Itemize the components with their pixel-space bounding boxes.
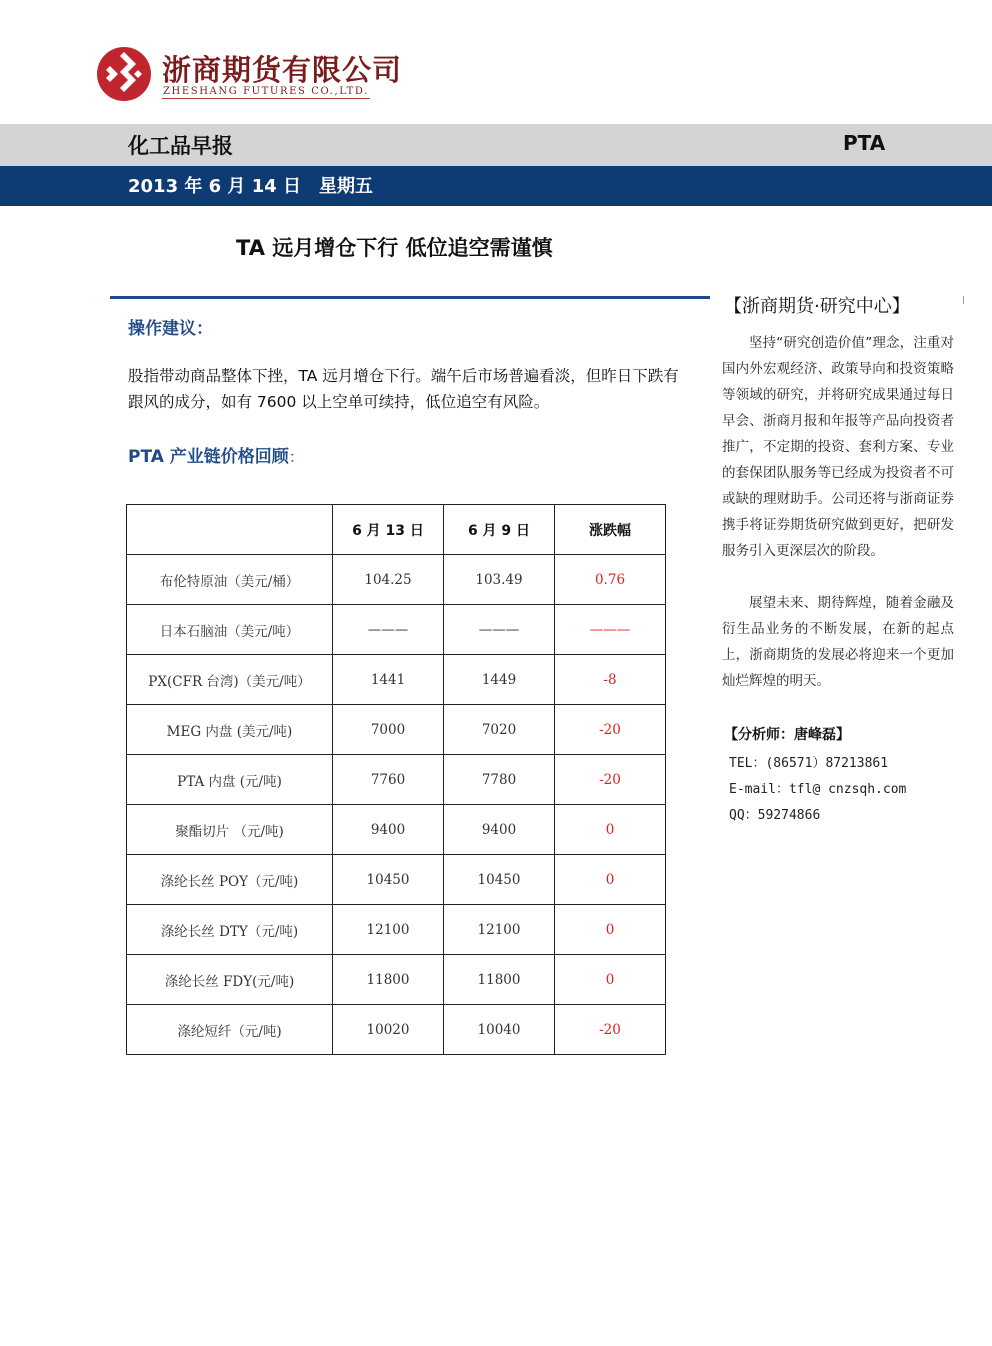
- sidebar-tick: [963, 296, 964, 304]
- analyst-email: E-mail：tfl@ cnzsqh.com: [729, 782, 907, 797]
- row-change: 0: [555, 855, 666, 905]
- row-jun9: 11800: [444, 955, 555, 1005]
- advice-heading: 操作建议：: [128, 319, 213, 339]
- product-tag: PTA: [843, 131, 886, 155]
- row-jun9: 10450: [444, 855, 555, 905]
- table-row: [127, 705, 666, 755]
- analyst-tel: TEL：(86571）87213861: [729, 756, 889, 771]
- row-label: MEG 内盘 (美元/吨): [127, 705, 333, 755]
- review-heading-text: PTA 产业链价格回顾: [128, 447, 289, 467]
- analyst-qq: QQ：59274866: [729, 808, 821, 823]
- company-name-cn: 浙商期货有限公司: [162, 53, 403, 87]
- price-table: [126, 504, 666, 1055]
- row-jun13: 104.25: [333, 555, 444, 605]
- headline-divider: [110, 296, 710, 299]
- review-heading-suffix: ：: [288, 448, 304, 466]
- report-date: 2013 年 6 月 14 日 星期五: [128, 176, 374, 197]
- research-center-intro: 坚持“研究创造价值”理念，注重对国内外宏观经济、政策导向和投资策略等领域的研究，并将研究成果通过每日早会、浙商月报和年报等产品向投资者推广，不定期的投资、套利方案、专业的套保团队服务等已经成为投资者不可或缺的理财助手。公司还将与浙商证券携手将证券期货研究做到更好，把研发服务引入更深层次的阶段。: [722, 335, 954, 559]
- row-label: 日本石脑油（美元/吨）: [127, 605, 333, 655]
- row-jun9: 103.49: [444, 555, 555, 605]
- row-change: -20: [555, 1005, 666, 1055]
- row-change: 0: [555, 905, 666, 955]
- row-jun9: 7780: [444, 755, 555, 805]
- logo-divider: [162, 98, 370, 99]
- table-row: [127, 855, 666, 905]
- review-heading: [128, 442, 304, 467]
- row-label: 涤纶短纤（元/吨): [127, 1005, 333, 1055]
- table-row: [127, 1005, 666, 1055]
- row-jun13: 1441: [333, 655, 444, 705]
- row-change: 0.76: [555, 555, 666, 605]
- research-center-title: 【浙商期货·研究中心】: [724, 296, 910, 317]
- row-change: -20: [555, 705, 666, 755]
- company-name-en: ZHESHANG FUTURES CO.,LTD.: [163, 86, 369, 97]
- row-jun13: 10450: [333, 855, 444, 905]
- row-change: -8: [555, 655, 666, 705]
- table-row: [127, 905, 666, 955]
- row-jun13: 7000: [333, 705, 444, 755]
- table-row: [127, 955, 666, 1005]
- header-jun13: 6 月 13 日: [333, 505, 444, 555]
- row-jun13: 12100: [333, 905, 444, 955]
- company-logo-icon: [96, 46, 152, 102]
- table-row: [127, 755, 666, 805]
- table-header-row: [127, 505, 666, 555]
- row-label: 涤纶长丝 DTY（元/吨): [127, 905, 333, 955]
- research-center-outlook: 展望未来、期待辉煌，随着金融及衍生品业务的不断发展，在新的起点上，浙商期货的发展必将迎来一个更加灿烂辉煌的明天。: [722, 595, 954, 689]
- row-change: 0: [555, 955, 666, 1005]
- header-jun9: 6 月 9 日: [444, 505, 555, 555]
- row-jun9: 7020: [444, 705, 555, 755]
- row-jun9: 12100: [444, 905, 555, 955]
- report-type: 化工品早报: [128, 134, 233, 158]
- table-row: [127, 555, 666, 605]
- row-jun13: 11800: [333, 955, 444, 1005]
- row-change: ———: [555, 605, 666, 655]
- row-jun9: 9400: [444, 805, 555, 855]
- row-label: 涤纶长丝 FDY(元/吨): [127, 955, 333, 1005]
- table-row: [127, 655, 666, 705]
- row-jun13: ———: [333, 605, 444, 655]
- analyst-name: 【分析师：唐峰磊】: [724, 727, 850, 743]
- advice-text: 股指带动商品整体下挫，TA 远月增仓下行。端午后市场普遍看淡，但昨日下跌有跟风的成分，如有 7600 以上空单可续持，低位追空有风险。: [128, 367, 679, 411]
- headline: TA 远月增仓下行 低位追空需谨慎: [236, 236, 553, 260]
- table-row: [127, 605, 666, 655]
- row-jun9: ———: [444, 605, 555, 655]
- row-label: 涤纶长丝 POY（元/吨): [127, 855, 333, 905]
- row-jun13: 9400: [333, 805, 444, 855]
- row-label: PTA 内盘 (元/吨): [127, 755, 333, 805]
- table-row: [127, 805, 666, 855]
- row-label: 布伦特原油（美元/桶）: [127, 555, 333, 605]
- row-jun9: 10040: [444, 1005, 555, 1055]
- row-jun13: 7760: [333, 755, 444, 805]
- row-label: 聚酯切片 （元/吨): [127, 805, 333, 855]
- row-jun9: 1449: [444, 655, 555, 705]
- row-jun13: 10020: [333, 1005, 444, 1055]
- row-label: PX(CFR 台湾)（美元/吨）: [127, 655, 333, 705]
- row-change: -20: [555, 755, 666, 805]
- header-change: 涨跌幅: [555, 505, 666, 555]
- header-item: [127, 505, 333, 555]
- row-change: 0: [555, 805, 666, 855]
